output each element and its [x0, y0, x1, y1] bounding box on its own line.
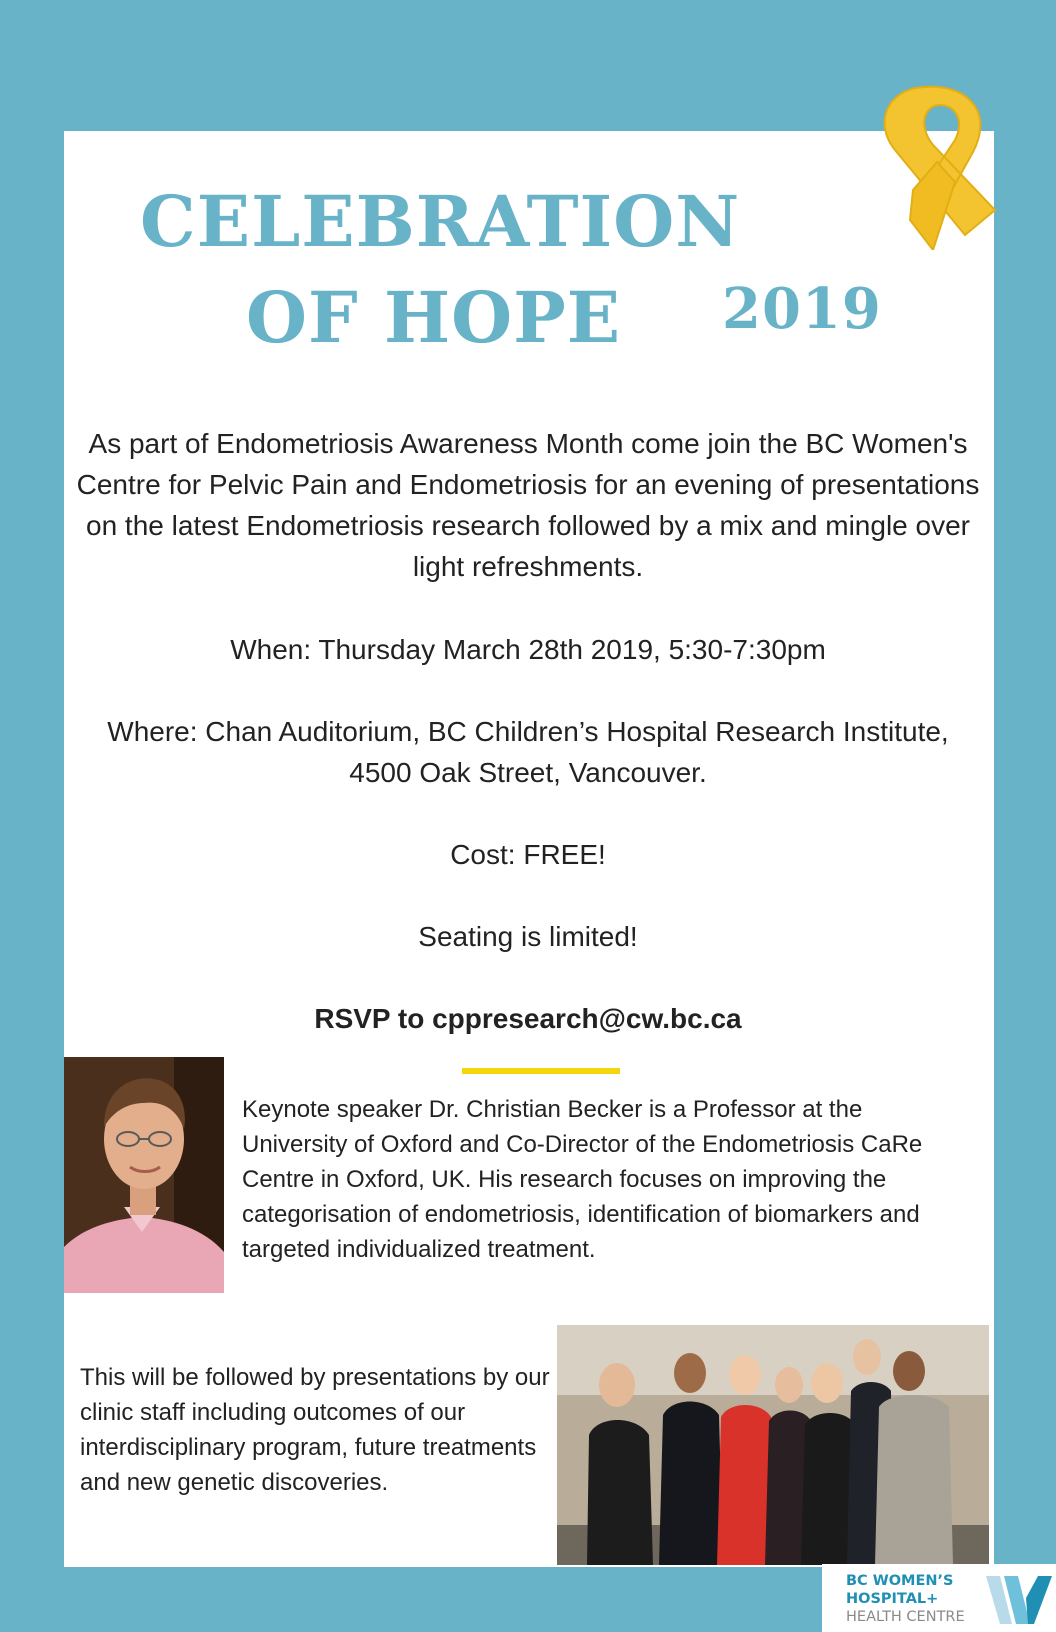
event-cost: Cost: FREE!: [450, 839, 606, 870]
awareness-ribbon-icon: [855, 70, 1015, 250]
intro-paragraph: As part of Endometriosis Awareness Month come join the BC Women's Centre for Pelvic Pain and Endometriosis for an evening of presentations on the latest Endometriosis research followed by a mix and mingle over light refreshments.: [76, 428, 980, 582]
title-line-1: CELEBRATION: [140, 180, 741, 263]
bc-womens-logo-mark-icon: [986, 1568, 1056, 1632]
keynote-description: Keynote speaker Dr. Christian Becker is a Professor at the University of Oxford and Co-Director of the Endometriosis CaRe Centre in Oxford, UK. His research focuses on improving the categorisation of endometriosis, identification of biomarkers and targeted individualized treatment.: [242, 1096, 923, 1263]
event-where: [66, 711, 990, 793]
keynote-speaker-photo: [64, 1057, 224, 1293]
title-year: 2019: [722, 276, 882, 342]
event-when: When: Thursday March 28th 2019, 5:30-7:30pm: [230, 634, 826, 665]
logo-line-3: HEALTH CENTRE: [846, 1609, 965, 1625]
logo-line-2: HOSPITAL+: [846, 1591, 939, 1607]
yellow-divider: [462, 1068, 620, 1074]
seating-note: Seating is limited!: [418, 921, 638, 952]
event-where-line-1: Where: Chan Auditorium, BC Children’s Hospital Research Institute,: [107, 716, 949, 747]
staff-group-photo: [557, 1325, 989, 1565]
title-line-2: OF HOPE: [246, 276, 622, 359]
followup-description: This will be followed by presentations by our clinic staff including outcomes of our interdisciplinary program, future treatments and new genetic discoveries.: [80, 1364, 550, 1496]
bc-womens-logo: [822, 1564, 1056, 1632]
logo-line-1: BC WOMEN’S: [846, 1573, 954, 1589]
rsvp-line: RSVP to cppresearch@cw.bc.ca: [314, 1003, 742, 1034]
event-where-line-2: 4500 Oak Street, Vancouver.: [349, 757, 707, 788]
logo-text: [846, 1572, 965, 1626]
